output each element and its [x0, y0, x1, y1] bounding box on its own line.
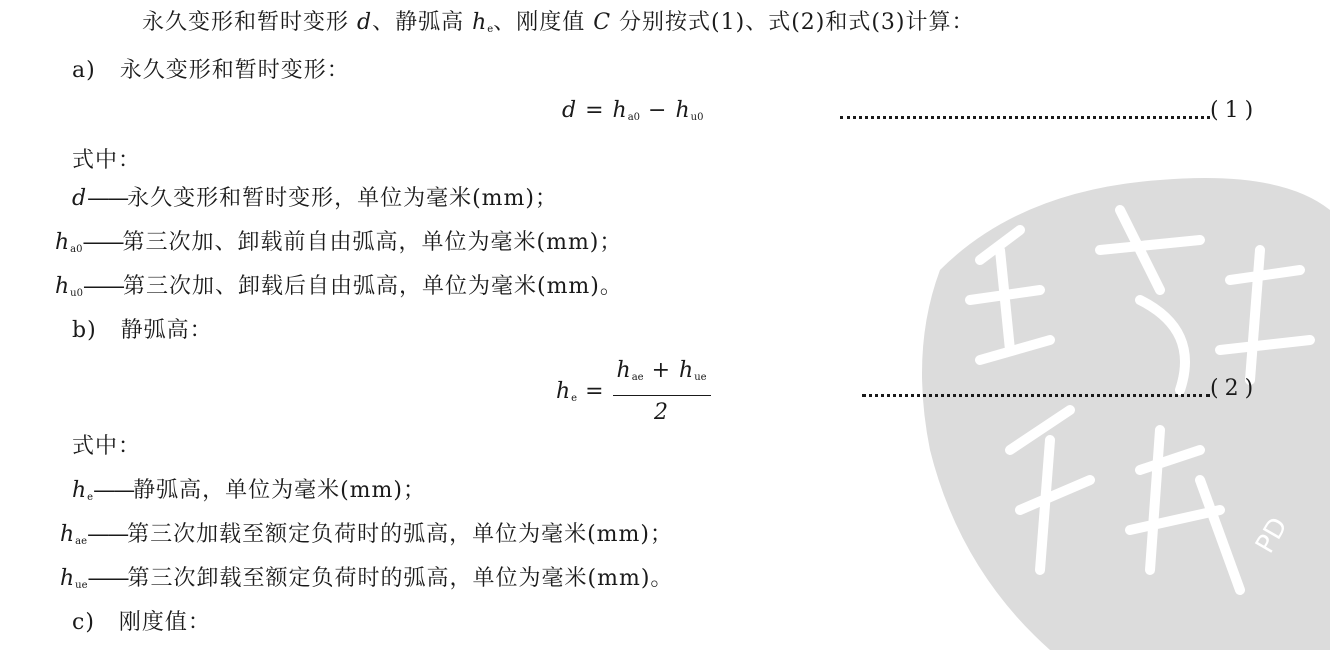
def-description: 第三次加、卸载前自由弧高，单位为毫米(mm)； — [122, 230, 623, 255]
def-symbol: h — [72, 478, 88, 503]
def-dash: —— — [82, 230, 123, 255]
def-symbol: h — [55, 230, 71, 255]
symbol-d: d — [357, 10, 373, 35]
eq-subscript: e — [571, 393, 578, 404]
section-marker: c) — [72, 610, 95, 635]
def-dash: —— — [87, 186, 128, 211]
def-subscript: ue — [75, 580, 88, 591]
def-subscript: a0 — [70, 244, 83, 255]
intro-text-3: 、刚度值 — [493, 10, 594, 35]
eq-term: h — [616, 358, 632, 383]
def-subscript: u0 — [70, 288, 83, 299]
def-symbol: h — [60, 566, 76, 591]
eq-fraction — [613, 356, 711, 428]
def-dash: —— — [87, 522, 128, 547]
intro-text-4: 分别按式(1)、式(2)和式(3)计算： — [611, 10, 975, 35]
svg-text:PD: PD — [1250, 512, 1294, 559]
equation-2-number — [862, 376, 1259, 402]
section-b-heading — [72, 318, 213, 344]
where-label-b: 式中： — [72, 434, 142, 459]
eq-plus: + — [651, 358, 672, 383]
section-title: 静弧高： — [120, 318, 213, 343]
eq-minus: − — [648, 98, 668, 123]
symbol-h: h — [472, 10, 488, 35]
leader-dots — [840, 104, 1210, 119]
section-marker: a) — [72, 58, 96, 83]
definition-row — [60, 566, 673, 599]
fraction-denominator: 2 — [654, 400, 670, 425]
def-description: 静弧高，单位为毫米(mm)； — [133, 478, 426, 503]
intro-line — [142, 10, 975, 43]
def-description: 第三次卸载至额定负荷时的弧高，单位为毫米(mm)。 — [127, 566, 674, 591]
intro-text-2: 、静弧高 — [372, 10, 473, 35]
eq-lhs: h — [556, 379, 572, 404]
eq-term: h — [612, 98, 628, 123]
def-subscript: ae — [75, 536, 88, 547]
eq-subscript: ae — [631, 372, 644, 383]
eq-subscript: u0 — [690, 112, 704, 123]
section-title: 永久变形和暂时变形： — [119, 58, 350, 83]
eq-equals: = — [585, 98, 605, 123]
section-title: 刚度值： — [118, 610, 211, 635]
def-description: 第三次加载至额定负荷时的弧高，单位为毫米(mm)； — [127, 522, 673, 547]
def-subscript: e — [87, 492, 94, 503]
def-dash: —— — [87, 566, 128, 591]
equation-1 — [562, 98, 703, 131]
def-dash: —— — [82, 274, 123, 299]
where-label-a: 式中： — [72, 148, 142, 173]
leader-dots — [862, 382, 1210, 397]
section-c-heading — [72, 610, 211, 636]
symbol-c: C — [593, 10, 612, 35]
definition-row — [55, 274, 623, 307]
equation-number: (1) — [1210, 98, 1260, 123]
def-symbol: h — [55, 274, 71, 299]
definition-row — [72, 186, 558, 219]
intro-text-1: 永久变形和暂时变形 — [142, 10, 357, 35]
definition-row — [60, 522, 673, 555]
eq-equals: = — [585, 379, 605, 404]
symbol-subscript: e — [487, 24, 494, 35]
equation-1-number — [840, 98, 1259, 124]
equation-number: (2) — [1210, 376, 1260, 401]
equation-2 — [556, 356, 711, 428]
def-symbol: d — [72, 186, 88, 211]
definition-row — [72, 478, 426, 511]
def-symbol: h — [60, 522, 76, 547]
definition-row — [55, 230, 622, 263]
def-dash: —— — [93, 478, 134, 503]
def-description: 第三次加、卸载后自由弧高，单位为毫米(mm)。 — [122, 274, 623, 299]
eq-subscript: ue — [694, 372, 707, 383]
section-a-heading — [72, 58, 350, 84]
eq-term: h — [675, 98, 691, 123]
section-marker: b) — [72, 318, 97, 343]
eq-lhs: d — [562, 98, 578, 123]
def-description: 永久变形和暂时变形，单位为毫米(mm)； — [127, 186, 558, 211]
eq-term: h — [679, 358, 695, 383]
eq-subscript: a0 — [627, 112, 641, 123]
fraction-numerator — [613, 356, 711, 396]
